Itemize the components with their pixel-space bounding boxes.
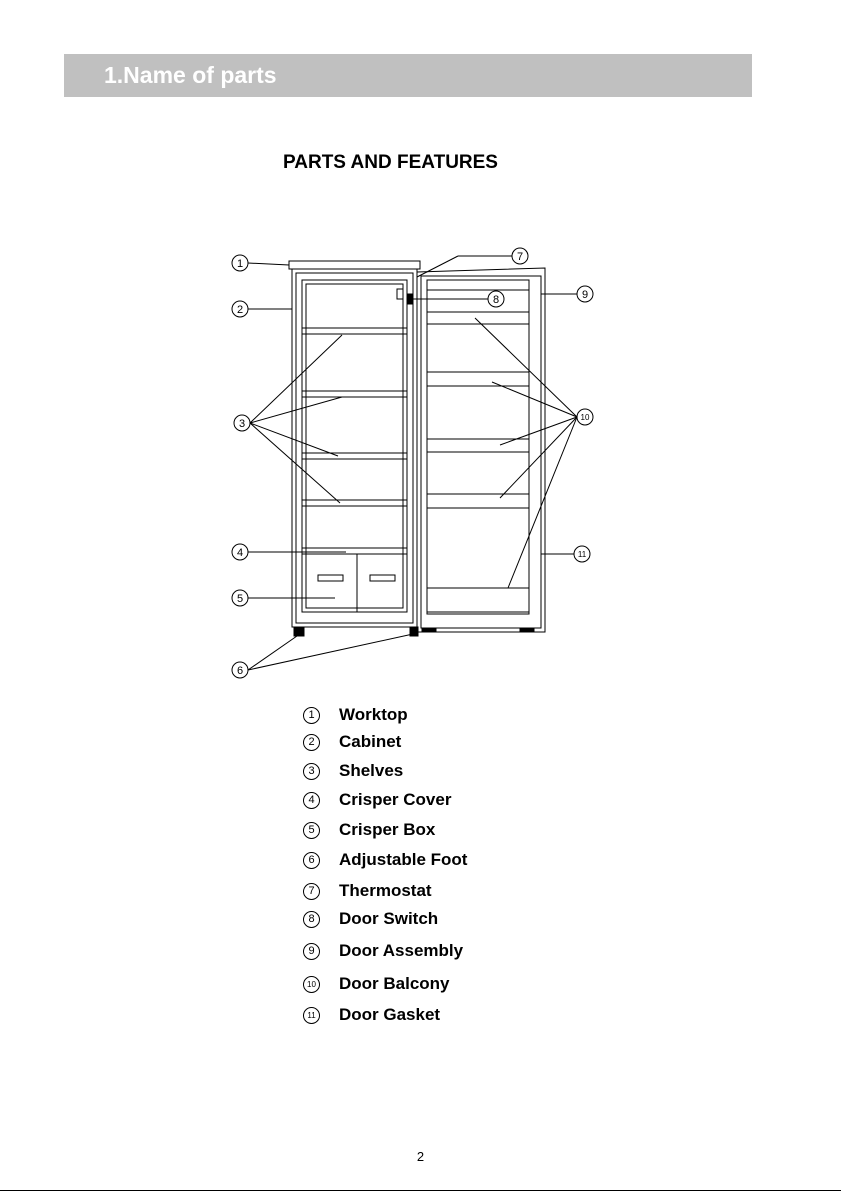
legend-label: Worktop	[339, 705, 408, 724]
legend-number: 4	[303, 792, 320, 809]
svg-text:1: 1	[236, 258, 244, 270]
callout-3	[234, 415, 250, 431]
legend-number: 7	[303, 883, 320, 900]
svg-text:8: 8	[492, 294, 500, 306]
legend-number: 5	[303, 822, 320, 839]
legend-label: Door Balcony	[339, 974, 450, 993]
legend-label: Door Gasket	[339, 1005, 441, 1024]
legend-number: 9	[303, 943, 320, 960]
callout-10	[577, 409, 593, 425]
callout-6	[232, 662, 248, 678]
legend-number: 2	[303, 734, 320, 751]
svg-text:5: 5	[236, 593, 244, 605]
svg-text:9: 9	[581, 289, 589, 301]
legend-item	[303, 788, 451, 812]
bottom-rule	[0, 1190, 841, 1191]
svg-text:3: 3	[238, 418, 246, 430]
legend-number: 10	[303, 976, 320, 993]
legend-item	[303, 848, 467, 872]
door-assembly	[417, 268, 545, 632]
legend-number: 11	[303, 1007, 320, 1024]
legend-item	[303, 759, 403, 783]
legend-label: Door Switch	[339, 909, 439, 928]
legend-item	[303, 907, 438, 931]
svg-text:2: 2	[236, 304, 244, 316]
legend-number: 6	[303, 852, 320, 869]
legend-label: Crisper Cover	[339, 790, 452, 809]
legend-label: Shelves	[339, 761, 404, 780]
page-title: PARTS AND FEATURES	[283, 152, 498, 173]
legend-number: 1	[303, 707, 320, 724]
callout-4	[232, 544, 248, 560]
legend-item	[303, 703, 408, 727]
svg-text:7: 7	[516, 251, 524, 263]
legend-label: Door Assembly	[339, 941, 464, 960]
legend-item	[303, 972, 450, 996]
callout-11	[574, 546, 590, 562]
callout-1	[232, 255, 248, 271]
section-title: 1.Name of parts	[104, 62, 277, 88]
callout-2	[232, 301, 248, 317]
svg-text:6: 6	[236, 665, 244, 677]
callout-8	[488, 291, 504, 307]
svg-text:10: 10	[580, 413, 590, 422]
cabinet-body	[289, 261, 420, 636]
legend-item	[303, 730, 401, 754]
svg-text:11: 11	[577, 550, 587, 559]
legend-label: Thermostat	[339, 881, 432, 900]
legend-label: Crisper Box	[339, 820, 436, 839]
legend-item	[303, 1003, 440, 1027]
svg-text:4: 4	[236, 547, 244, 559]
legend-item	[303, 879, 432, 903]
legend-number: 3	[303, 763, 320, 780]
legend-number: 8	[303, 911, 320, 928]
page-number: 2	[416, 1149, 425, 1164]
legend-item	[303, 818, 435, 842]
callout-7	[512, 248, 528, 264]
legend-label: Adjustable Foot	[339, 850, 468, 869]
callout-5	[232, 590, 248, 606]
legend-label: Cabinet	[339, 732, 402, 751]
legend-item	[303, 939, 463, 963]
callout-9	[577, 286, 593, 302]
